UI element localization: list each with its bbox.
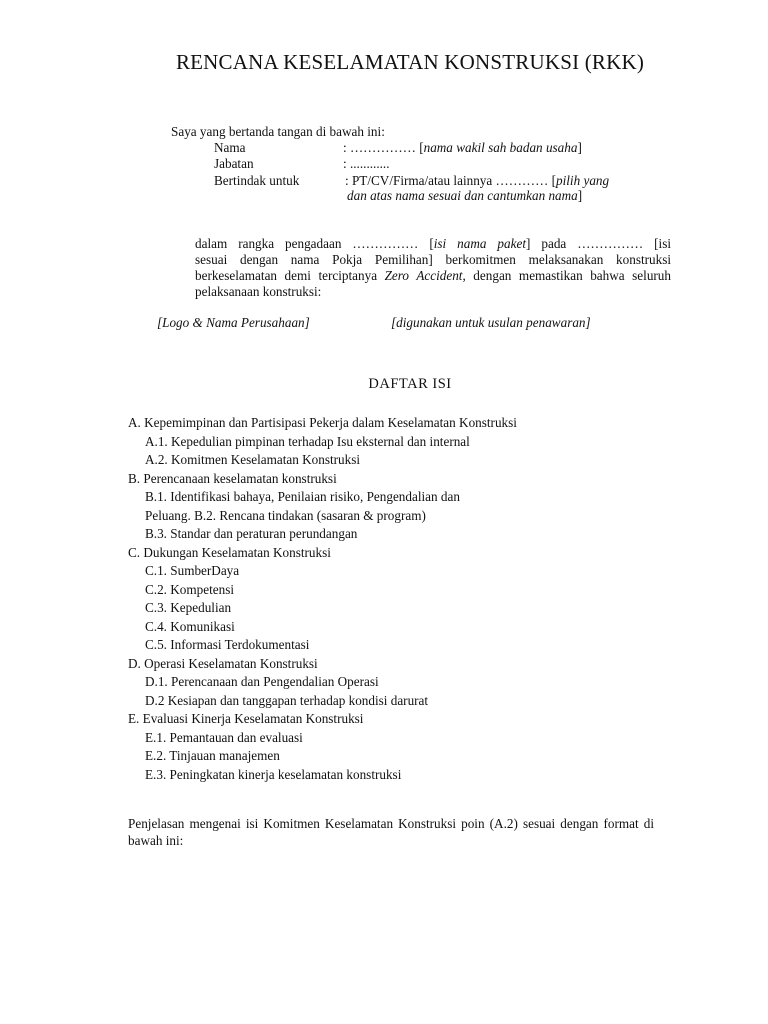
paragraph-line-1: dalam rangka pengadaan …………… [isi nama paket] pada …………… [isi bbox=[195, 236, 672, 251]
closing-line-2: bawah ini: bbox=[128, 833, 184, 848]
toc-subitem: B.1. Identifikasi bahaya, Penilaian risiko, Pengendalian dan bbox=[145, 489, 460, 504]
commitment-paragraph bbox=[195, 236, 671, 300]
toc-subitem: C.1. SumberDaya bbox=[145, 563, 240, 578]
field-bertindak-hint: pilih yang bbox=[555, 173, 610, 188]
toc-subitem: D.1. Perencanaan dan Pengendalian Operasi bbox=[145, 674, 379, 689]
toc-section: B. Perencanaan keselamatan konstruksi bbox=[128, 470, 337, 486]
toc-section: C. Dukungan Keselamatan Konstruksi bbox=[128, 544, 331, 560]
toc-section: D. Operasi Keselamatan Konstruksi bbox=[128, 655, 318, 671]
toc-subitem: E.2. Tinjauan manajemen bbox=[145, 748, 280, 763]
toc-subitem: Peluang. B.2. Rencana tindakan (sasaran & program) bbox=[145, 507, 426, 523]
toc-subitem: C.5. Informasi Terdokumentasi bbox=[145, 637, 310, 652]
intro-text: Saya yang bertanda tangan di bawah ini: bbox=[171, 124, 385, 139]
toc-subitem: E.3. Peningkatan kinerja keselamatan konstruksi bbox=[145, 766, 402, 782]
toc-section: A. Kepemimpinan dan Partisipasi Pekerja dalam Keselamatan Konstruksi bbox=[128, 415, 517, 430]
toc-subitem: C.4. Komunikasi bbox=[145, 618, 235, 634]
table-of-contents bbox=[128, 414, 517, 784]
field-jabatan-value: : ............ bbox=[343, 156, 390, 171]
usage-note: [digunakan untuk usulan penawaran] bbox=[391, 315, 591, 330]
toc-subitem: A.1. Kepedulian pimpinan terhadap Isu eksternal dan internal bbox=[145, 433, 470, 449]
field-bertindak bbox=[214, 173, 299, 189]
toc-subitem: D.2 Kesiapan dan tanggapan terhadap kondisi darurat bbox=[145, 692, 429, 708]
field-bertindak-value: : PT/CV/Firma/atau lainnya ………… [pilih yang bbox=[345, 173, 610, 188]
field-bertindak-label: Bertindak untuk bbox=[214, 173, 300, 188]
logo-note: [Logo & Nama Perusahaan] bbox=[157, 315, 310, 330]
toc-heading: DAFTAR ISI bbox=[368, 376, 452, 392]
field-nama-label: Nama bbox=[214, 140, 246, 155]
field-jabatan bbox=[214, 156, 254, 172]
paragraph-line-3: berkeselamatan demi terciptanya Zero Accident, dengan memastikan bahwa seluruh bbox=[195, 268, 671, 283]
field-nama bbox=[214, 140, 246, 156]
toc-subitem: C.3. Kepedulian bbox=[145, 600, 232, 615]
toc-subitem: B.3. Standar dan peraturan perundangan bbox=[145, 526, 358, 541]
toc-section: E. Evaluasi Kinerja Keselamatan Konstruksi bbox=[128, 711, 364, 726]
closing-paragraph bbox=[128, 815, 654, 849]
paragraph-line-4: pelaksanaan konstruksi: bbox=[195, 284, 322, 299]
paragraph-line-2: sesuai dengan nama Pokja Pemilihan] berkomitmen melaksanakan konstruksi bbox=[195, 252, 671, 267]
document-title: RENCANA KESELAMATAN KONSTRUKSI (RKK) bbox=[175, 50, 645, 74]
closing-line-1: Penjelasan mengenai isi Komitmen Keselamatan Konstruksi poin (A.2) sesuai dengan format di bbox=[128, 816, 654, 831]
field-nama-hint: nama wakil sah badan usaha bbox=[423, 140, 578, 155]
toc-subitem: A.2. Komitmen Keselamatan Konstruksi bbox=[145, 452, 360, 467]
field-bertindak-hint-line2: dan atas nama sesuai dan cantumkan nama] bbox=[347, 188, 583, 203]
field-jabatan-label: Jabatan bbox=[214, 156, 254, 171]
toc-subitem: C.2. Kompetensi bbox=[145, 581, 235, 597]
toc-subitem: E.1. Pemantauan dan evaluasi bbox=[145, 729, 303, 745]
field-nama-value: : …………… [nama wakil sah badan usaha] bbox=[343, 140, 582, 155]
